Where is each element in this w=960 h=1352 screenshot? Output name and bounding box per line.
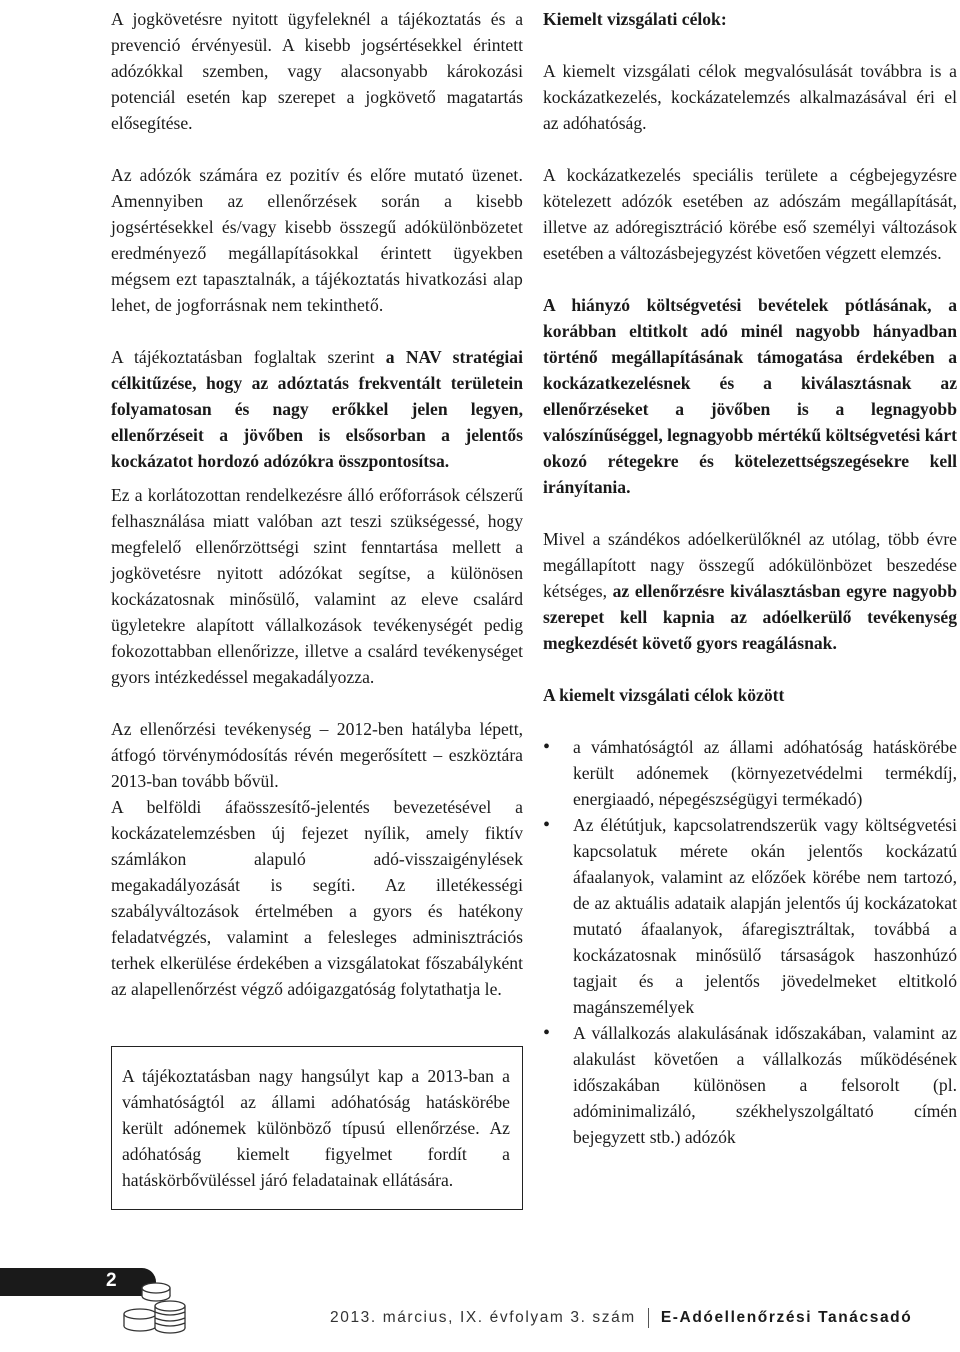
footer-divider [648, 1308, 649, 1328]
paragraph: A jogkövetésre nyitott ügyfeleknél a tájékoztatás és a prevenció érvényesül. A kisebb jogsértésekkel érintett adózókkal szemben, vagy alacsonyabb károkozási potenciál esetén kap szerepet a jogkövető magatartás elősegítése. [111, 9, 523, 133]
paragraph [111, 344, 523, 474]
paragraph: A belföldi áfaösszesítő-jelentés bevezetésével a kockázatelemzésben új fejezet nyílik, amely fiktív számlákon alapuló adó-visszaigénylések megakadályozását is segíti. Az illetékességi szabályváltozások értelmében a gyors és hatékony feladatvégzés, valamint a felesleges adminisztrációs terhek elkerülése érdekében a vizsgálatokat főszabályként az alapellenőrzést végző adóigazgatóság folytathatja le. [111, 797, 523, 999]
right-column [543, 6, 957, 1150]
page-number: 2 [106, 1270, 117, 1291]
issue-info: 2013. március, IX. évfolyam 3. szám [330, 1309, 636, 1327]
paragraph: Az ellenőrzési tevékenység – 2012-ben hatályba lépett, átfogó törvénymódosítás révén megerősített – eszköztára 2013-ban tovább bővül. [111, 719, 523, 791]
list-item: • a vámhatóságtól az állami adóhatóság hatáskörébe került adónemek (környezetvédelmi termékdíj, energiaadó, népegészségügyi termékadó) [543, 734, 957, 812]
paragraph: Az adózók számára ez pozitív és előre mutató üzenet. Amennyiben az ellenőrzések során a kisebb jogsértésekkel és/vagy kisebb összegű adókülönbözetet eredményező megállapításokkal érintett ügyekben mégsem ezt tapasztalnák, a tájékoztatás hivatkozási alap lehet, de jogforrásnak nem tekinthető. [111, 165, 523, 315]
paragraph: A kockázatkezelés speciális területe a cégbejegyzésre kötelezett adózók esetében az adószám megállapítását, illetve az adóregisztráció körébe eső személyi változások esetében a változásbejegyzést követően végzett elemzés. [543, 165, 957, 263]
footer-line [330, 1308, 912, 1328]
coins-icon [120, 1278, 190, 1338]
paragraph [543, 292, 957, 500]
section-heading [543, 682, 957, 708]
paragraph [543, 526, 957, 656]
highlight-box [111, 1046, 523, 1210]
emphasis: az ellenőrzésre kiválasztásban egyre nagyobb szerepet kell kapnia az adóelkerülő tevékenység megkezdését követő gyors reagálásnak. [543, 581, 957, 653]
section-heading [543, 6, 957, 32]
emphasis: a NAV stratégiai célkitűzése, hogy az adóztatás frekventált területein folyamatosan és nagy erőkkel jelen legyen, ellenőrzéseit a jövőben is elsősorban a jelentős kockázatot hordozó adózókra összpontosítsa. [111, 347, 523, 471]
publication-name: E-Adóellenőrzési Tanácsadó [660, 1309, 913, 1327]
paragraph: Ez a korlátozottan rendelkezésre álló erőforrások célszerű felhasználása miatt valóban azt teszi szükségessé, hogy megfelelő ellenőrzöttségi szint fenntartása mellett a jogkövetésre nyitott adózókat segítse, a különösen kockázatosnak minősülő, valamint az eleve csalárd ügyletekre alapított vállalkozások tevékenységét pedig fokozottabban ellenőrizze, illetve a csalárd tevékenységet gyors intézkedéssel megakadályozza. [111, 485, 523, 687]
emphasis: A hiányzó költségvetési bevételek pótlásának, a korábban eltitkolt adó minél nagyobb hányadban történő megállapításának támogatása érdekében a kockázatkezelésnek és a kiválasztásnak az ellenőrzéseket a jövőben is a legnagyobb valószínűséggel, legnagyobb mértékű költségvetési kárt okozó rétegekre és kötelezettségszegésekre kell irányítania. [543, 295, 957, 497]
text: A tájékoztatásban foglaltak szerint [111, 347, 386, 367]
target-list [543, 734, 957, 1150]
left-column [111, 6, 523, 1210]
list-item: • A vállalkozás alakulásának időszakában, valamint az alakulást követően a vállalkozás működésének időszakában különösen a felsorolt (pl. adóminimalizáló, székhelyszolgáltató címén bejegyzett stb.) adózók [543, 1020, 957, 1150]
text: Mivel a szándékos adóelkerülőknél az utólag, több évre megállapított nagy összegű adókülönbözet beszedése kétséges, [543, 529, 957, 601]
heading-text: A kiemelt vizsgálati célok között [543, 685, 785, 705]
list-item: • Az élétútjuk, kapcsolatrendszerük vagy költségvetési kapcsolatuk mérete okán jelentős kockázatú áfaalanyok, valamint az előzőek körébe nem tartozó, de az aktuális adataik alapján jelentős új kockázatokat mutató áfaalanyok, áfaregisztráltak, továbbá a kockázatosnak minősülő társaságok haszonhúzó tagjait és a jelentős jövedelmeket eltitkoló magánszemélyek [543, 812, 957, 1020]
paragraph: A kiemelt vizsgálati célok megvalósulását továbbra is a kockázatkezelés, kockázatelemzés alkalmazásával éri el az adóhatóság. [543, 61, 957, 133]
heading-text: Kiemelt vizsgálati célok: [543, 9, 727, 29]
highlight-text: A tájékoztatásban nagy hangsúlyt kap a 2013-ban a vámhatóságtól az állami adóhatóság hatáskörébe került adónemek különböző típusú ellenőrzése. Az adóhatóság kiemelt figyelmet fordít a hatáskörbővüléssel járó feladatainak ellátására. [122, 1066, 510, 1190]
